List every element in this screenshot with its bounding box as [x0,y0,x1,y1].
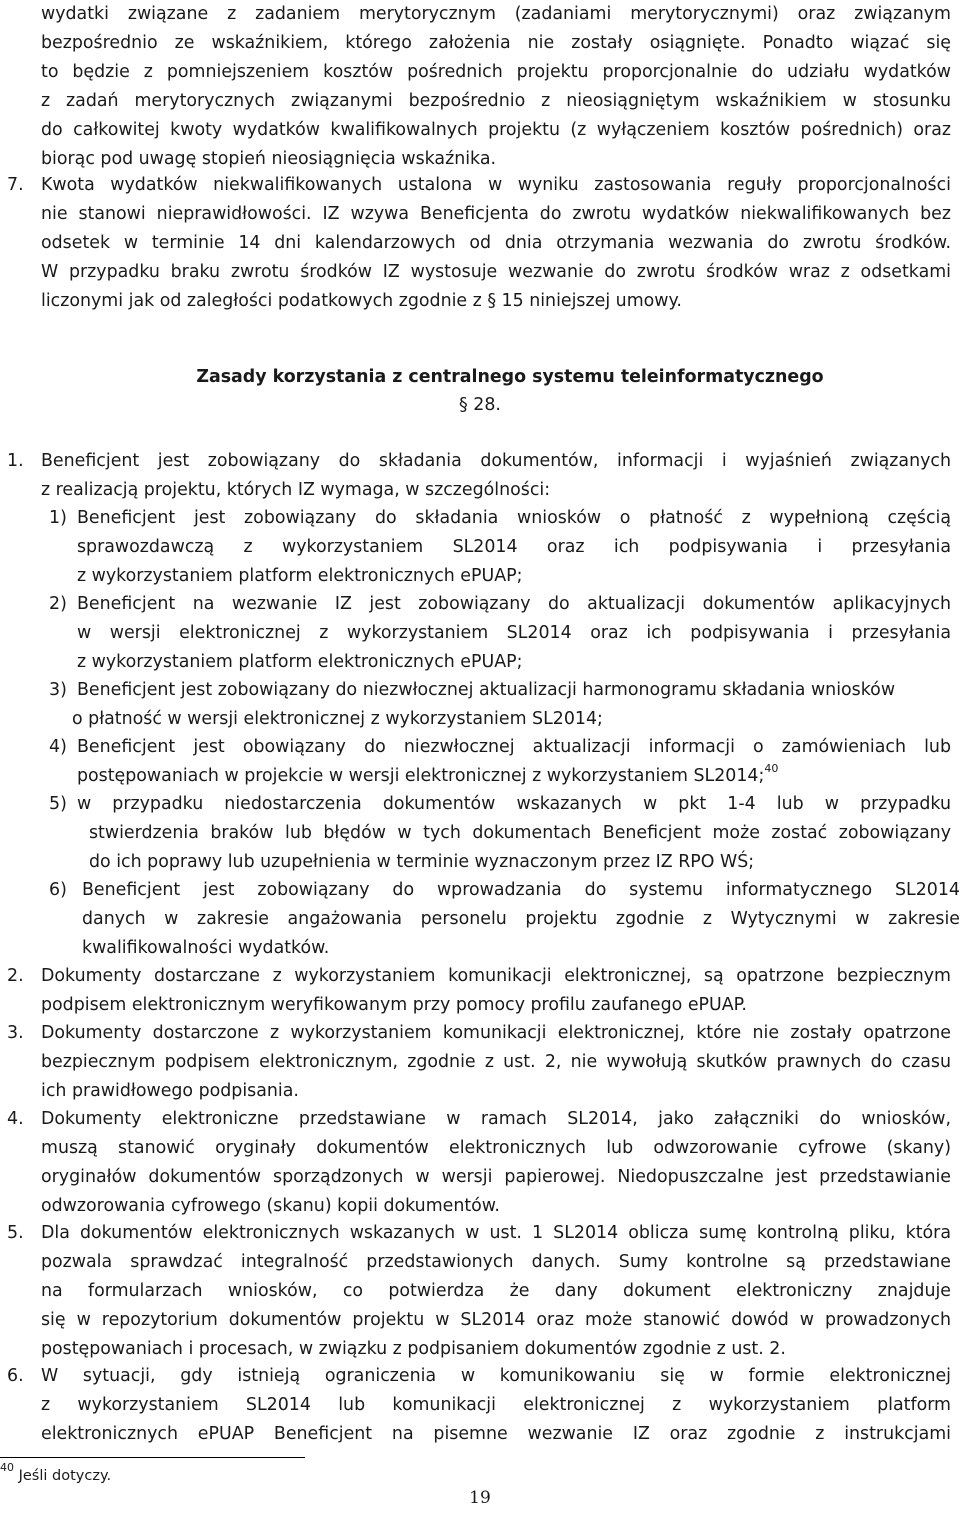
item-number: 4. [7,1109,24,1129]
subitem-number: 1) [49,508,67,528]
text-line: pozwala sprawdzać integralność przedstawionych danych. Sumy kontrolne są przedstawiane [41,1252,951,1272]
paragraph-sign: § 28. [459,395,501,415]
text-line: oryginałów dokumentów sporządzonych w wersji papierowej. Niedopuszczalne jest przedstawianie [41,1167,951,1187]
text-line: do ich poprawy lub uzupełnienia w terminie wyznaczonym przez IZ RPO WŚ; [89,852,755,872]
text-line: o płatność w wersji elektronicznej z wykorzystaniem SL2014; [72,709,603,729]
subitem-number: 6) [49,880,67,900]
item-number: 3. [7,1023,24,1043]
text-line: z wykorzystaniem platform elektronicznych ePUAP; [77,652,523,672]
item-number: 7. [7,175,24,195]
text-line: Beneficjent jest zobowiązany do składania wniosków o płatność z wypełnioną częścią [77,508,951,528]
item-number: 2. [7,966,24,986]
subitem-number: 4) [49,737,67,757]
text-line: to będzie z pomniejszeniem kosztów pośrednich projektu proporcjonalnie do udziału wydatków [41,62,951,82]
item-number: 6. [7,1366,24,1386]
text-line: Beneficjent jest obowiązany do niezwłocznej aktualizacji informacji o zamówieniach lub [77,737,951,757]
text-line: muszą stanowić oryginały dokumentów elektronicznych lub odwzorowanie cyfrowe (skany) [41,1138,951,1158]
text-line: postępowaniach i procesach, w związku z podpisaniem dokumentów zgodnie z ust. 2. [41,1339,786,1359]
text-line: biorąc pod uwagę stopień nieosiągnięcia wskaźnika. [41,149,497,169]
text-line: elektronicznych ePUAP Beneficjent na pisemne wezwanie IZ oraz zgodnie z instrukcjami [41,1424,951,1444]
text-line: na formularzach wniosków, co potwierdza że dany dokument elektroniczny znajduje [41,1281,951,1301]
text-line: kwalifikowalności wydatków. [82,938,330,958]
text-line: w wersji elektronicznej z wykorzystaniem SL2014 oraz ich podpisywania i przesyłania [77,623,951,643]
text-line: z wykorzystaniem platform elektronicznych ePUAP; [77,566,523,586]
text-line: z realizacją projektu, których IZ wymaga, w szczególności: [41,480,551,500]
text-span: postępowaniach w projekcie w wersji elektronicznej z wykorzystaniem SL2014; [77,766,765,786]
text-line: z zadań merytorycznych związanymi bezpośrednio z nieosiągniętym wskaźnikiem w stosunku [41,91,951,111]
text-line: z wykorzystaniem SL2014 lub komunikacji elektronicznej z wykorzystaniem platform [41,1395,951,1415]
text-line: Beneficjent na wezwanie IZ jest zobowiązany do aktualizacji dokumentów aplikacyjnych [77,594,951,614]
text-line: odwzorowania cyfrowego (skanu) kopii dokumentów. [41,1196,500,1216]
footnote-separator [0,1457,305,1458]
text-line: W przypadku braku zwrotu środków IZ wystosuje wezwanie do zwrotu środków wraz z odsetkami [41,262,951,282]
text-line: Beneficjent jest zobowiązany do składania dokumentów, informacji i wyjaśnień związanych [41,451,951,471]
text-line: Dla dokumentów elektronicznych wskazanych w ust. 1 SL2014 oblicza sumę kontrolną pliku, która [41,1223,951,1243]
text-line: Dokumenty elektroniczne przedstawiane w ramach SL2014, jako załączniki do wniosków, [41,1109,951,1129]
text-line: Dokumenty dostarczane z wykorzystaniem komunikacji elektronicznej, są opatrzone bezpiecznym [41,966,951,986]
footnote [0,1461,112,1486]
text-line: wydatki związane z zadaniem merytorycznym (zadaniami merytorycznymi) oraz związanym [41,4,951,24]
text-line: Beneficjent jest zobowiązany do wprowadzania do systemu informatycznego SL2014 [82,880,960,900]
text-line: Dokumenty dostarczone z wykorzystaniem komunikacji elektronicznej, które nie zostały opatrzone [41,1023,951,1043]
text-line [77,762,778,790]
subitem-number: 5) [49,794,67,814]
subitem-number: 2) [49,594,67,614]
text-line: bezpiecznym podpisem elektronicznym, zgodnie z ust. 2, nie wywołują skutków prawnych do czasu [41,1052,951,1072]
page-number: 19 [469,1488,491,1508]
footnote-number: 40 [0,1461,14,1474]
text-line: bezpośrednio ze wskaźnikiem, którego założenia nie zostały osiągnięte. Ponadto wiązać się [41,33,951,53]
text-line: liczonymi jak od zaległości podatkowych zgodnie z § 15 niniejszej umowy. [41,291,682,311]
text-line: się w repozytorium dokumentów projektu w SL2014 oraz może stanowić dowód w prowadzonych [41,1310,951,1330]
text-line: w przypadku niedostarczenia dokumentów wskazanych w pkt 1-4 lub w przypadku [77,794,951,814]
subitem-number: 3) [49,680,67,700]
text-line: Kwota wydatków niekwalifikowanych ustalona w wyniku zastosowania reguły proporcjonalności [41,175,951,195]
section-heading: Zasady korzystania z centralnego systemu teleinformatycznego [196,367,824,387]
item-number: 1. [7,451,24,471]
text-line: W sytuacji, gdy istnieją ograniczenia w komunikowaniu się w formie elektronicznej [41,1366,951,1386]
text-line: do całkowitej kwoty wydatków kwalifikowalnych projektu (z wyłączeniem kosztów pośrednich) oraz [41,120,951,140]
footnote-reference: 40 [764,762,779,775]
text-line: nie stanowi nieprawidłowości. IZ wzywa Beneficjenta do zwrotu wydatków niekwalifikowanych bez [41,204,951,224]
text-line: danych w zakresie angażowania personelu projektu zgodnie z Wytycznymi w zakresie [82,909,960,929]
footnote-text: Jeśli dotyczy. [18,1468,112,1484]
text-line: podpisem elektronicznym weryfikowanym przy pomocy profilu zaufanego ePUAP. [41,995,747,1015]
text-line: Beneficjent jest zobowiązany do niezwłocznej aktualizacji harmonogramu składania wniosków [77,680,896,700]
text-line: stwierdzenia braków lub błędów w tych dokumentach Beneficjent może zostać zobowiązany [89,823,951,843]
text-line: sprawozdawczą z wykorzystaniem SL2014 oraz ich podpisywania i przesyłania [77,537,951,557]
item-number: 5. [7,1223,24,1243]
text-line: odsetek w terminie 14 dni kalendarzowych od dnia otrzymania wezwania do zwrotu środków. [41,233,951,253]
text-line: ich prawidłowego podpisania. [41,1081,299,1101]
